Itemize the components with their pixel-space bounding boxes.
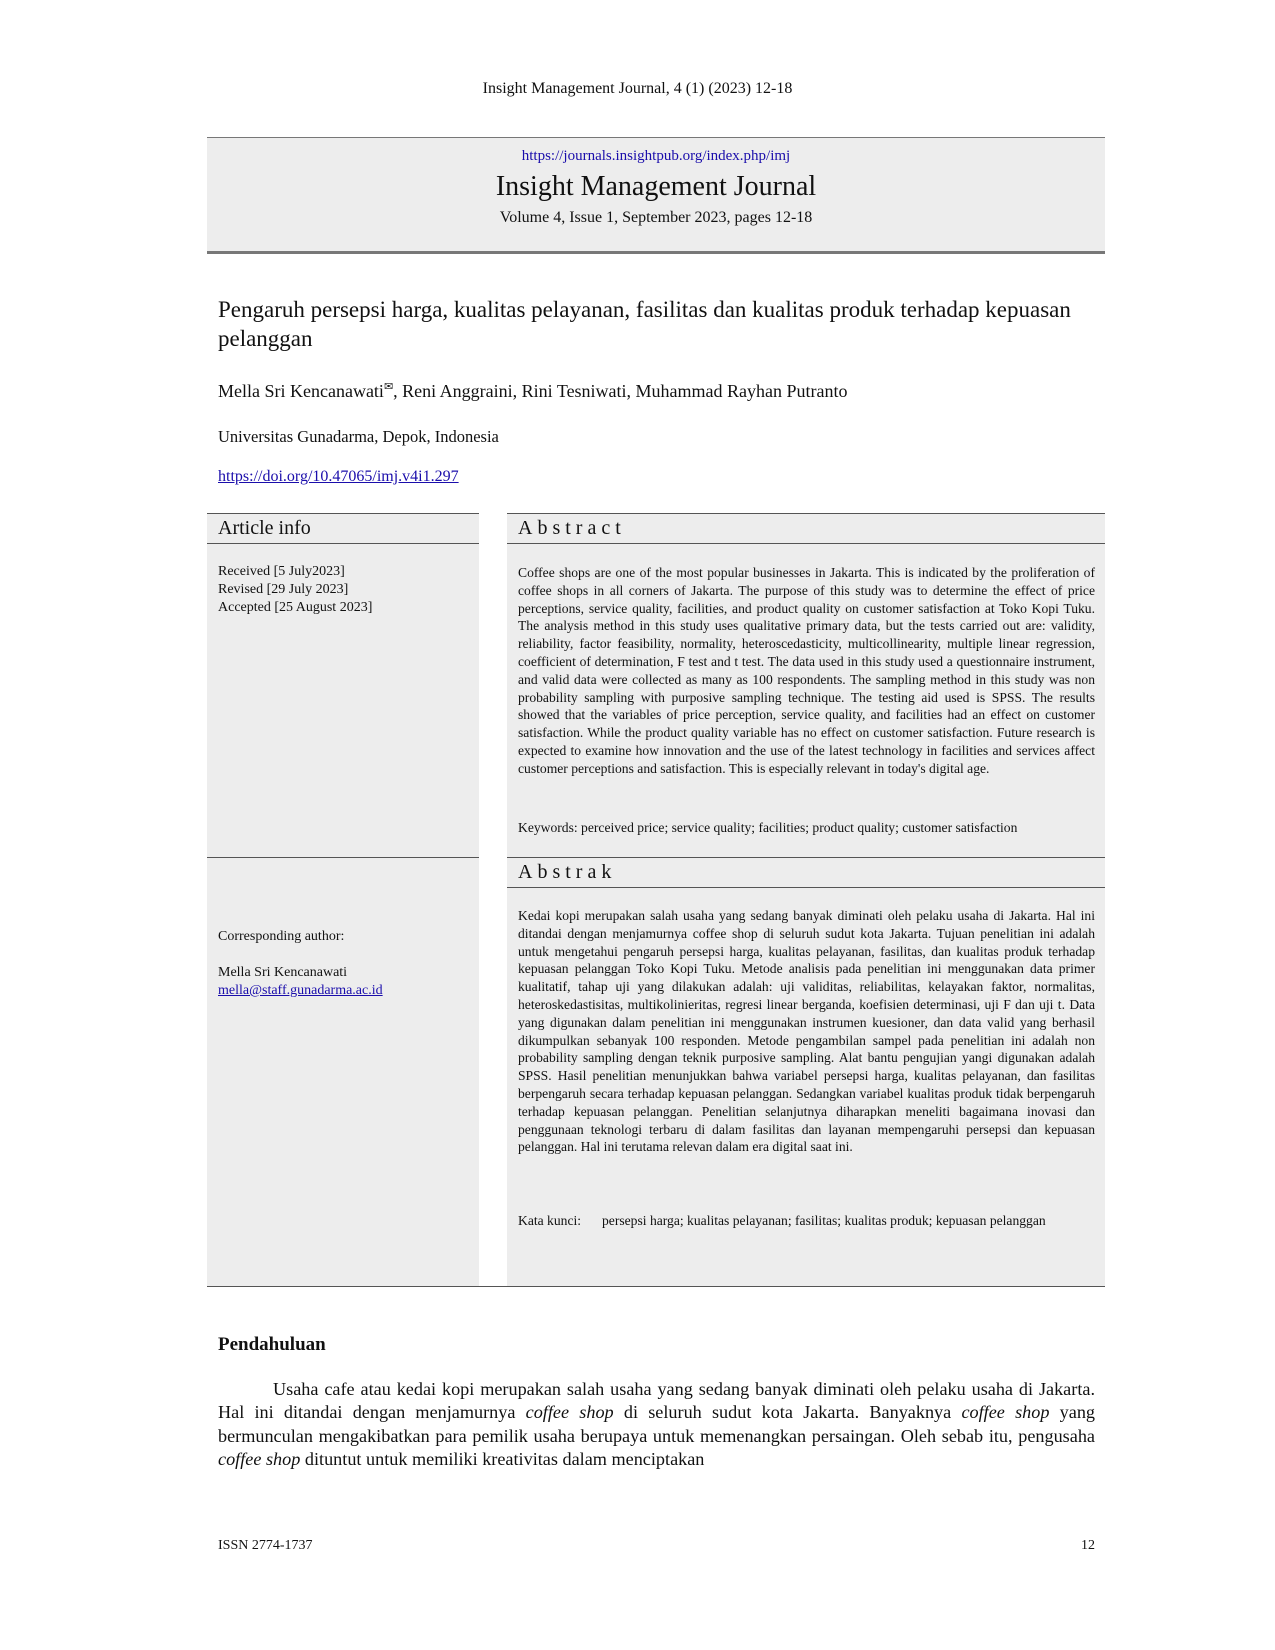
intro-emphasis-2: coffee shop xyxy=(961,1402,1050,1423)
abstract-id-keywords xyxy=(518,1212,1095,1230)
footer-issn: ISSN 2774-1737 xyxy=(218,1538,313,1553)
abstract-column xyxy=(507,513,1105,1286)
intro-text-1: Usaha cafe atau kedai kopi merupakan salah usaha yang sedang banyak diminati oleh pelaku usaha di Jakarta. Hal ini ditandai dengan menjamurnya xyxy=(218,1379,1095,1423)
intro-emphasis-1: coffee shop xyxy=(525,1402,614,1423)
left-divider xyxy=(207,857,479,858)
intro-emphasis-3: coffee shop xyxy=(218,1449,301,1470)
mail-icon[interactable]: ✉ xyxy=(383,381,394,393)
keywords-label: Kata kunci: xyxy=(518,1213,582,1228)
author-list xyxy=(218,380,848,402)
corresponding-name: Mella Sri Kencanawati xyxy=(218,965,348,980)
intro-paragraph xyxy=(218,1378,1095,1472)
abstract-id-text: Kedai kopi merupakan salah usaha yang sedang banyak diminati oleh pelaku usaha di Jakarta. Hal ini ditandai dengan menjamurnya coffee shop di seluruh sudut kota Jakarta. Tujuan penelitian ini adalah untuk mengetahui pengaruh persepsi harga, kualitas pelayanan, fasilitas, dan kualitas produk terhadap kepuasan pelanggan Toko Kopi Tuku. Metode analisis pada penelitian ini menggunakan data primer kualitatif, tahap uji yang dilakukan adalah: uji validitas, reliabilitas, kelayakan faktor, normalitas, heteroskedastisitas, multikolinieritas, regresi linear berganda, koefisien determinasi, uji F dan uji t. Data yang digunakan dalam penelitian ini menggunakan instrumen kuesioner, dan data valid yang berhasil dikumpulkan sebanyak 100 responden. Metode pengambilan sampel pada penelitian ini adalah non probability sampling dengan teknik purposive sampling. Alat bantu pengujian yangi digunakan adalah SPSS. Hasil penelitian menunjukkan bahwa variabel persepsi harga, kualitas pelayanan, dan fasilitas berpengaruh secara terhadap kepuasan pelanggan. Sedangkan variabel kualitas produk tidak berpengaruh terhadap kepuasan pelanggan. Penelitian selanjutnya diharapkan meneliti bagaimana inovasi dan penggunaan teknologi terbaru di dalam fasilitas dan layanan mempengaruhi persepsi dan kepuasan pelanggan. Hal ini terutama relevan dalam era digital saat ini. xyxy=(518,908,1095,1155)
abstract-id-heading: Abstrak xyxy=(507,857,1105,888)
revised-date: Revised [29 July 2023] xyxy=(218,582,349,597)
journal-banner xyxy=(207,137,1105,254)
accepted-date: Accepted [25 August 2023] xyxy=(218,600,373,615)
corresponding-author xyxy=(218,928,383,1000)
article-info-heading: Article info xyxy=(207,513,479,544)
journal-volume-line: Volume 4, Issue 1, September 2023, pages 12-18 xyxy=(499,209,813,226)
section-heading: Pendahuluan xyxy=(218,1334,326,1355)
journal-name: Insight Management Journal xyxy=(495,171,817,202)
article-info-column xyxy=(207,513,479,1286)
doi-link[interactable]: https://doi.org/10.47065/imj.v4i1.297 xyxy=(218,468,459,485)
running-head: Insight Management Journal, 4 (1) (2023) 12-18 xyxy=(482,80,793,97)
keywords-values: persepsi harga; kualitas pelayanan; fasilitas; kualitas produk; kepuasan pelanggan xyxy=(602,1213,1046,1228)
intro-text-4: dituntut untuk memiliki kreativitas dalam menciptakan xyxy=(300,1449,705,1470)
article-dates xyxy=(218,563,372,617)
abstract-en-keywords: Keywords: perceived price; service quality; facilities; product quality; customer satisfaction xyxy=(518,820,1018,835)
article-title: Pengaruh persepsi harga, kualitas pelayanan, fasilitas dan kualitas produk terhadap kepuasan pelanggan xyxy=(218,297,1071,351)
affiliation: Universitas Gunadarma, Depok, Indonesia xyxy=(218,427,499,446)
intro-text-3: yang bermunculan mengakibatkan para pemilik usaha berupaya untuk memenangkan persaingan. Oleh sebab itu, pengusaha xyxy=(218,1402,1096,1446)
article-info-box xyxy=(207,513,1105,1287)
abstract-en-text: Coffee shops are one of the most popular businesses in Jakarta. This is indicated by the proliferation of coffee shops in all corners of Jakarta. The purpose of this study was to determine the effect of price perceptions, service quality, facilities, and product quality on customer satisfaction at Toko Kopi Tuku. The analysis method in this study uses qualitative primary data, but the tests carried out are: validity, reliability, factor feasibility, normality, heteroscedasticity, multicollinearity, multiple linear regression, coefficient of determination, F test and t test. The data used in this study used a questionnaire instrument, and valid data were collected as many as 100 respondents. The sampling method in this study was non probability sampling with purposive sampling technique. The testing aid used is SPSS. The results showed that the variables of price perception, service quality, and facilities had an effect on customer satisfaction. While the product quality variable has no effect on customer satisfaction. Future research is expected to examine how innovation and the use of the latest technology in facilities and services affect customer perceptions and satisfaction. This is especially relevant in today's digital age. xyxy=(518,565,1095,776)
abstract-en-heading: Abstract xyxy=(507,513,1105,544)
corresponding-email-link[interactable]: mella@staff.gunadarma.ac.id xyxy=(218,983,383,998)
intro-text-2: di seluruh sudut kota Jakarta. Banyaknya xyxy=(613,1402,962,1423)
other-authors: , Reni Anggraini, Rini Tesniwati, Muhammad Rayhan Putranto xyxy=(393,381,848,401)
corresponding-label: Corresponding author: xyxy=(218,929,345,944)
received-date: Received [5 July2023] xyxy=(218,564,345,579)
journal-url-link[interactable]: https://journals.insightpub.org/index.php/imj xyxy=(521,148,791,164)
first-author: Mella Sri Kencanawati xyxy=(218,381,384,401)
page-number: 12 xyxy=(1081,1538,1095,1553)
